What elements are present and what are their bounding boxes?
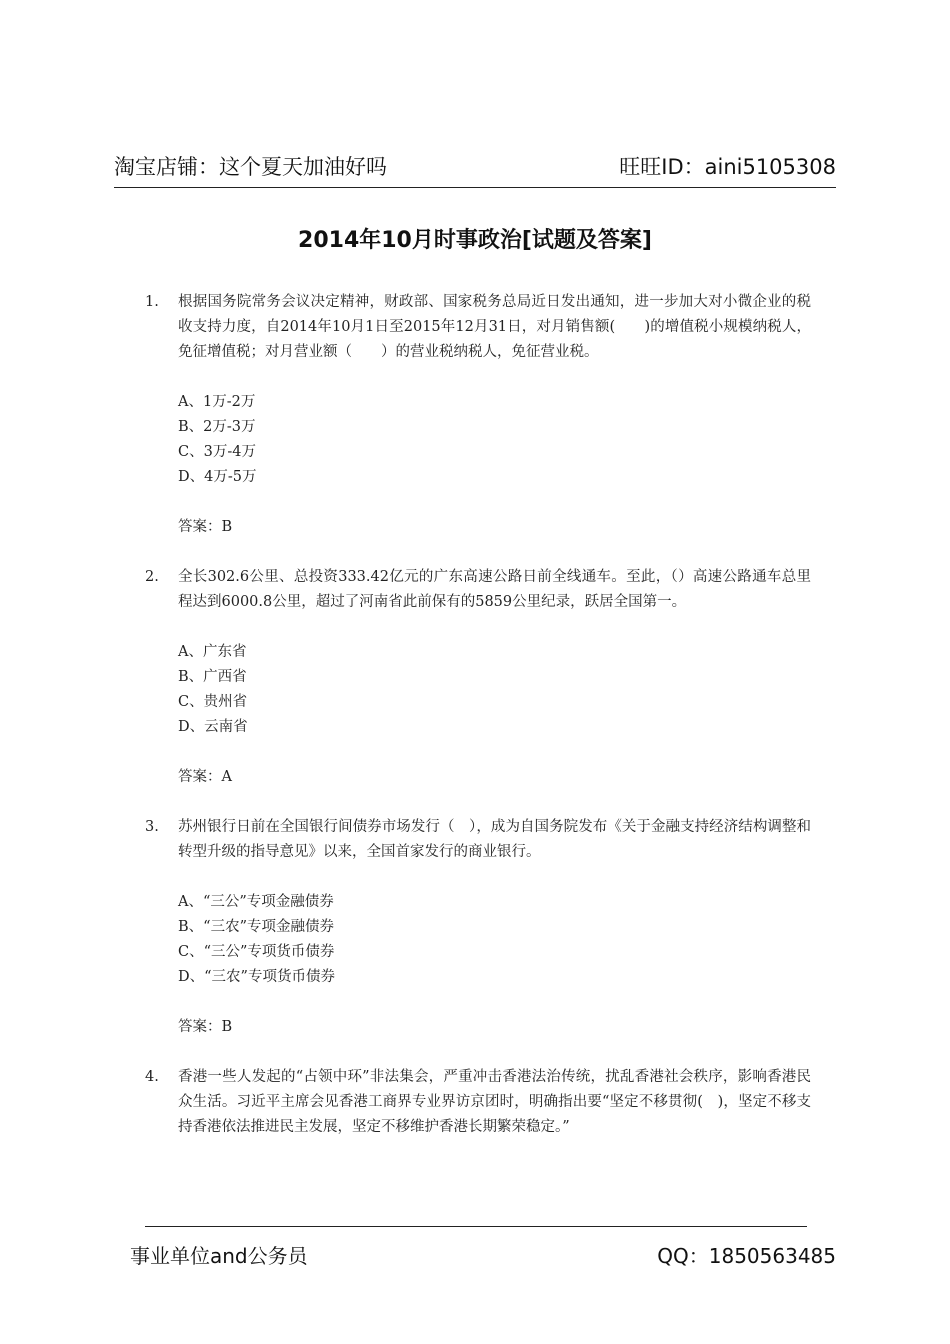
option-b: B、“三农”专项金融债券 <box>178 919 334 935</box>
question-text: 香港一些人发起的“占领中环”非法集会，严重冲击香港法治传统，扰乱香港社会秩序，影响香港民众生活。习近平主席会见香港工商界专业界访京团时，明确指出要“坚定不移贯彻( )，坚定不移支持香港依法推进民主发展，坚定不移维护香港长期繁荣稳定。” <box>178 1069 811 1135</box>
option-d: D、“三农”专项货币债券 <box>178 969 335 985</box>
option-list <box>178 640 811 740</box>
option-c: C、贵州省 <box>178 694 248 710</box>
footer-divider <box>145 1226 807 1227</box>
answer: 答案：B <box>178 519 233 535</box>
question-text: 根据国务院常务会议决定精神，财政部、国家税务总局近日发出通知，进一步加大对小微企业的税收支持力度，自2014年10月1日至2015年12月31日，对月销售额( )的增值税小规模纳税人，免征增值税；对月营业额（ ）的营业税纳税人，免征营业税。 <box>178 294 811 360</box>
wangwang-id: 旺旺ID：aini5105308 <box>619 155 836 179</box>
option-d: D、云南省 <box>178 719 248 735</box>
option-a: A、“三公”专项金融债券 <box>178 894 334 910</box>
question-4 <box>145 1065 811 1140</box>
option-a: A、1万-2万 <box>178 394 256 410</box>
question-2 <box>145 565 811 790</box>
question-number: 1. <box>145 294 159 310</box>
page-header <box>114 152 836 188</box>
question-text: 苏州银行日前在全国银行间债券市场发行（ ），成为自国务院发布《关于金融支持经济结构调整和转型升级的指导意见》以来，全国首家发行的商业银行。 <box>178 819 811 860</box>
question-text: 全长302.6公里、总投资333.42亿元的广东高速公路日前全线通车。至此，（）高速公路通车总里程达到6000.8公里，超过了河南省此前保有的5859公里纪录，跃居全国第一。 <box>178 569 811 610</box>
option-b: B、2万-3万 <box>178 419 256 435</box>
option-a: A、广东省 <box>178 644 247 660</box>
option-b: B、广西省 <box>178 669 247 685</box>
question-list <box>145 290 811 1165</box>
question-number: 3. <box>145 819 159 835</box>
option-list <box>178 890 811 990</box>
shop-name: 淘宝店铺：这个夏天加油好吗 <box>114 155 387 179</box>
page-footer <box>130 1240 836 1269</box>
option-c: C、“三公”专项货币债券 <box>178 944 335 960</box>
answer: 答案：A <box>178 769 232 785</box>
footer-qq: QQ：1850563485 <box>657 1244 836 1268</box>
question-1 <box>145 290 811 540</box>
option-list <box>178 390 811 490</box>
question-3 <box>145 815 811 1040</box>
option-d: D、4万-5万 <box>178 469 257 485</box>
answer: 答案：B <box>178 1019 233 1035</box>
document-title: 2014年10月时事政治[试题及答案] <box>298 228 652 253</box>
question-number: 4. <box>145 1069 159 1085</box>
footer-left: 事业单位and公务员 <box>130 1244 308 1268</box>
option-c: C、3万-4万 <box>178 444 256 460</box>
question-number: 2. <box>145 569 159 585</box>
